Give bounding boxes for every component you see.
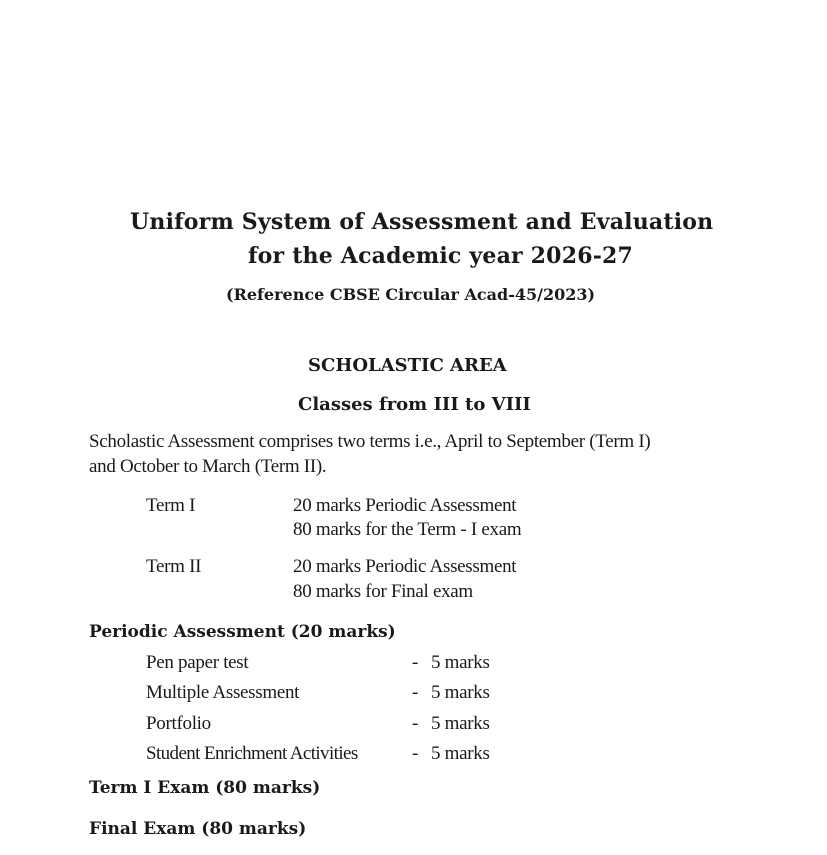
periodic-item-dash: - <box>412 713 419 734</box>
intro-line-2: and October to March (Term II). <box>89 456 327 477</box>
periodic-item-dash: - <box>412 743 419 764</box>
final-exam-heading: Final Exam (80 marks) <box>89 819 307 839</box>
reference-note: (Reference CBSE Circular Acad-45/2023) <box>226 285 596 304</box>
term-name: Term II <box>146 556 202 577</box>
term-detail-line: 20 marks Periodic Assessment <box>293 495 517 516</box>
periodic-assessment-heading: Periodic Assessment (20 marks) <box>89 622 396 642</box>
term-name: Term I <box>146 495 196 516</box>
periodic-item-dash: - <box>412 682 419 703</box>
term-detail-line: 80 marks for the Term - I exam <box>293 519 522 540</box>
periodic-item-label: Student Enrichment Activities <box>146 743 358 764</box>
title-line-1: Uniform System of Assessment and Evaluation <box>130 209 714 235</box>
periodic-item-dash: - <box>412 652 419 673</box>
periodic-item-marks: 5 marks <box>431 713 490 734</box>
periodic-item-marks: 5 marks <box>431 743 490 764</box>
term1-exam-heading: Term I Exam (80 marks) <box>89 778 321 798</box>
periodic-item-label: Multiple Assessment <box>146 682 300 703</box>
periodic-item-label: Pen paper test <box>146 652 249 673</box>
term-detail-line: 20 marks Periodic Assessment <box>293 556 517 577</box>
periodic-item-label: Portfolio <box>146 713 211 734</box>
intro-line-1: Scholastic Assessment comprises two terms i.e., April to September (Term I) <box>89 431 651 452</box>
section-heading: SCHOLASTIC AREA <box>308 355 507 376</box>
periodic-item-marks: 5 marks <box>431 652 490 673</box>
classes-heading: Classes from III to VIII <box>298 394 531 415</box>
title-line-2: for the Academic year 2026-27 <box>248 243 634 269</box>
periodic-item-marks: 5 marks <box>431 682 490 703</box>
term-detail-line: 80 marks for Final exam <box>293 581 473 602</box>
